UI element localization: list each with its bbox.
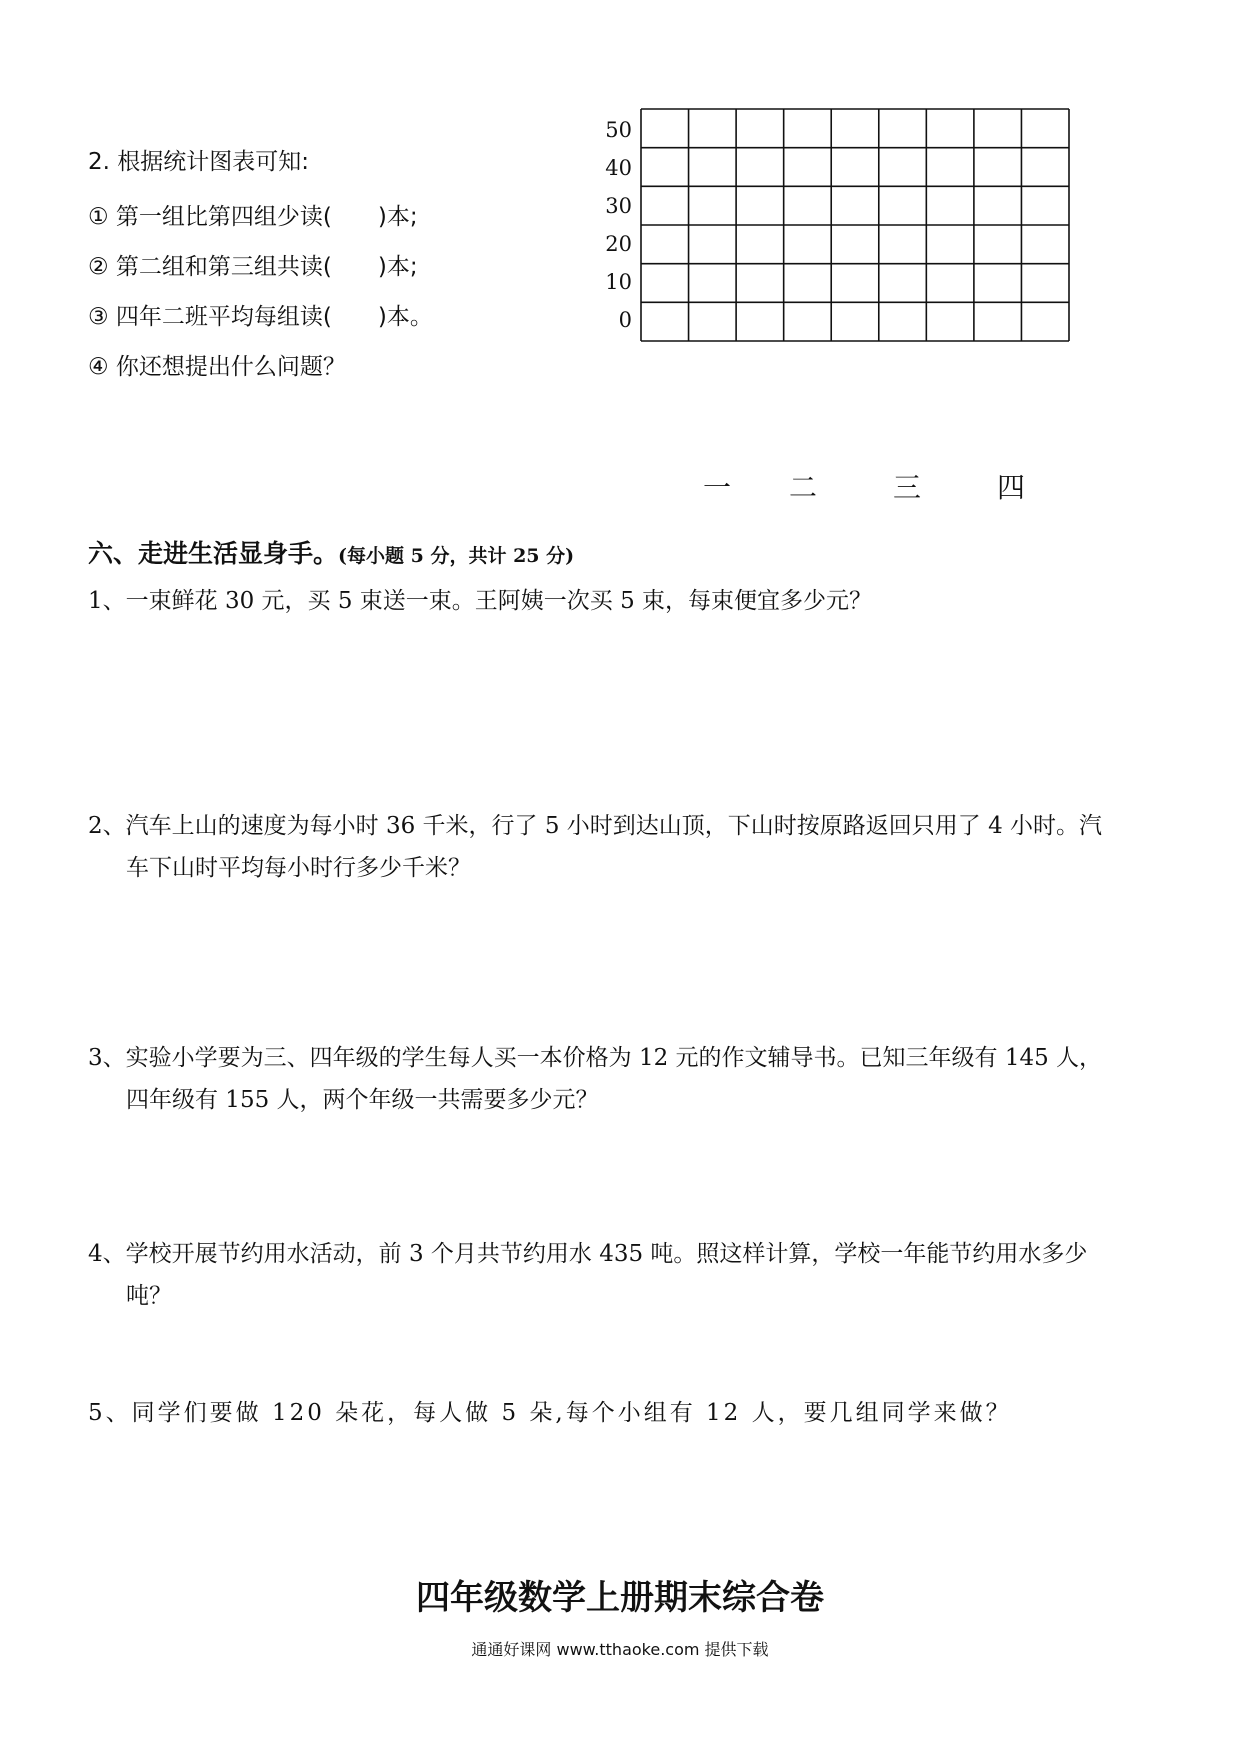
stats-question-item: ② 第二组和第三组共读( )本; bbox=[88, 254, 418, 280]
blank-bar-chart-grid bbox=[640, 108, 1070, 342]
word-problem bbox=[88, 805, 1168, 889]
word-problem bbox=[88, 1233, 1168, 1317]
problem-text-continued: 车下山时平均每小时行多少千米？ bbox=[126, 855, 471, 881]
problem-text-continued: 吨？ bbox=[126, 1283, 172, 1309]
problem-text: 学校开展节约用水活动，前 3 个月共节约用水 435 吨。照这样计算，学校一年能节约用水多少 bbox=[125, 1241, 1088, 1267]
problem-text: 同学们要做 120 朵花，每人做 5 朵,每个小组有 12 人，要几组同学来做？ bbox=[131, 1400, 1012, 1426]
grid-y-tick: 50 bbox=[605, 118, 632, 142]
stats-question-item: ① 第一组比第四组少读( )本; bbox=[88, 204, 418, 230]
section-score-note: (每小题 5 分，共计 25 分) bbox=[338, 545, 575, 567]
problem-text-continued: 四年级有 155 人，两个年级一共需要多少元？ bbox=[126, 1087, 599, 1113]
problem-number: 3、 bbox=[88, 1045, 126, 1071]
problem-text: 一束鲜花 30 元，买 5 束送一束。王阿姨一次买 5 束，每束便宜多少元？ bbox=[125, 588, 873, 614]
stats-question-item: ④ 你还想提出什么问题？ bbox=[88, 354, 346, 380]
stats-question-item: ③ 四年二班平均每组读( )本。 bbox=[88, 304, 433, 330]
word-problem bbox=[88, 1037, 1168, 1121]
stats-question-title: 2. 根据统计图表可知: bbox=[88, 149, 310, 175]
section-title: 六、走进生活显身手。 bbox=[88, 539, 339, 568]
word-problem bbox=[88, 1392, 1168, 1434]
problem-number: 5、 bbox=[88, 1400, 132, 1426]
word-problem bbox=[88, 580, 1168, 622]
grid-x-category: 三 bbox=[893, 471, 922, 504]
problem-text: 汽车上山的速度为每小时 36 千米，行了 5 小时到达山顶，下山时按原路返回只用了 4 小时。汽 bbox=[125, 813, 1103, 839]
grid-x-category: 二 bbox=[789, 471, 818, 504]
exam-title: 四年级数学上册期末综合卷 bbox=[416, 1578, 824, 1618]
grid-y-tick: 10 bbox=[605, 270, 632, 294]
download-credit: 通通好课网 www.tthaoke.com 提供下载 bbox=[471, 1640, 769, 1659]
grid-y-tick: 40 bbox=[605, 156, 632, 180]
problem-number: 1、 bbox=[88, 588, 126, 614]
problem-number: 4、 bbox=[88, 1241, 126, 1267]
problem-text: 实验小学要为三、四年级的学生每人买一本价格为 12 元的作文辅导书。已知三年级有 145 人， bbox=[125, 1045, 1103, 1071]
grid-y-tick: 0 bbox=[618, 308, 632, 332]
grid-x-category: 四 bbox=[997, 471, 1026, 504]
grid-y-tick: 30 bbox=[605, 194, 632, 218]
grid-y-tick: 20 bbox=[605, 232, 632, 256]
grid-x-category: 一 bbox=[703, 471, 732, 504]
section-heading bbox=[88, 534, 574, 570]
problem-number: 2、 bbox=[88, 813, 126, 839]
